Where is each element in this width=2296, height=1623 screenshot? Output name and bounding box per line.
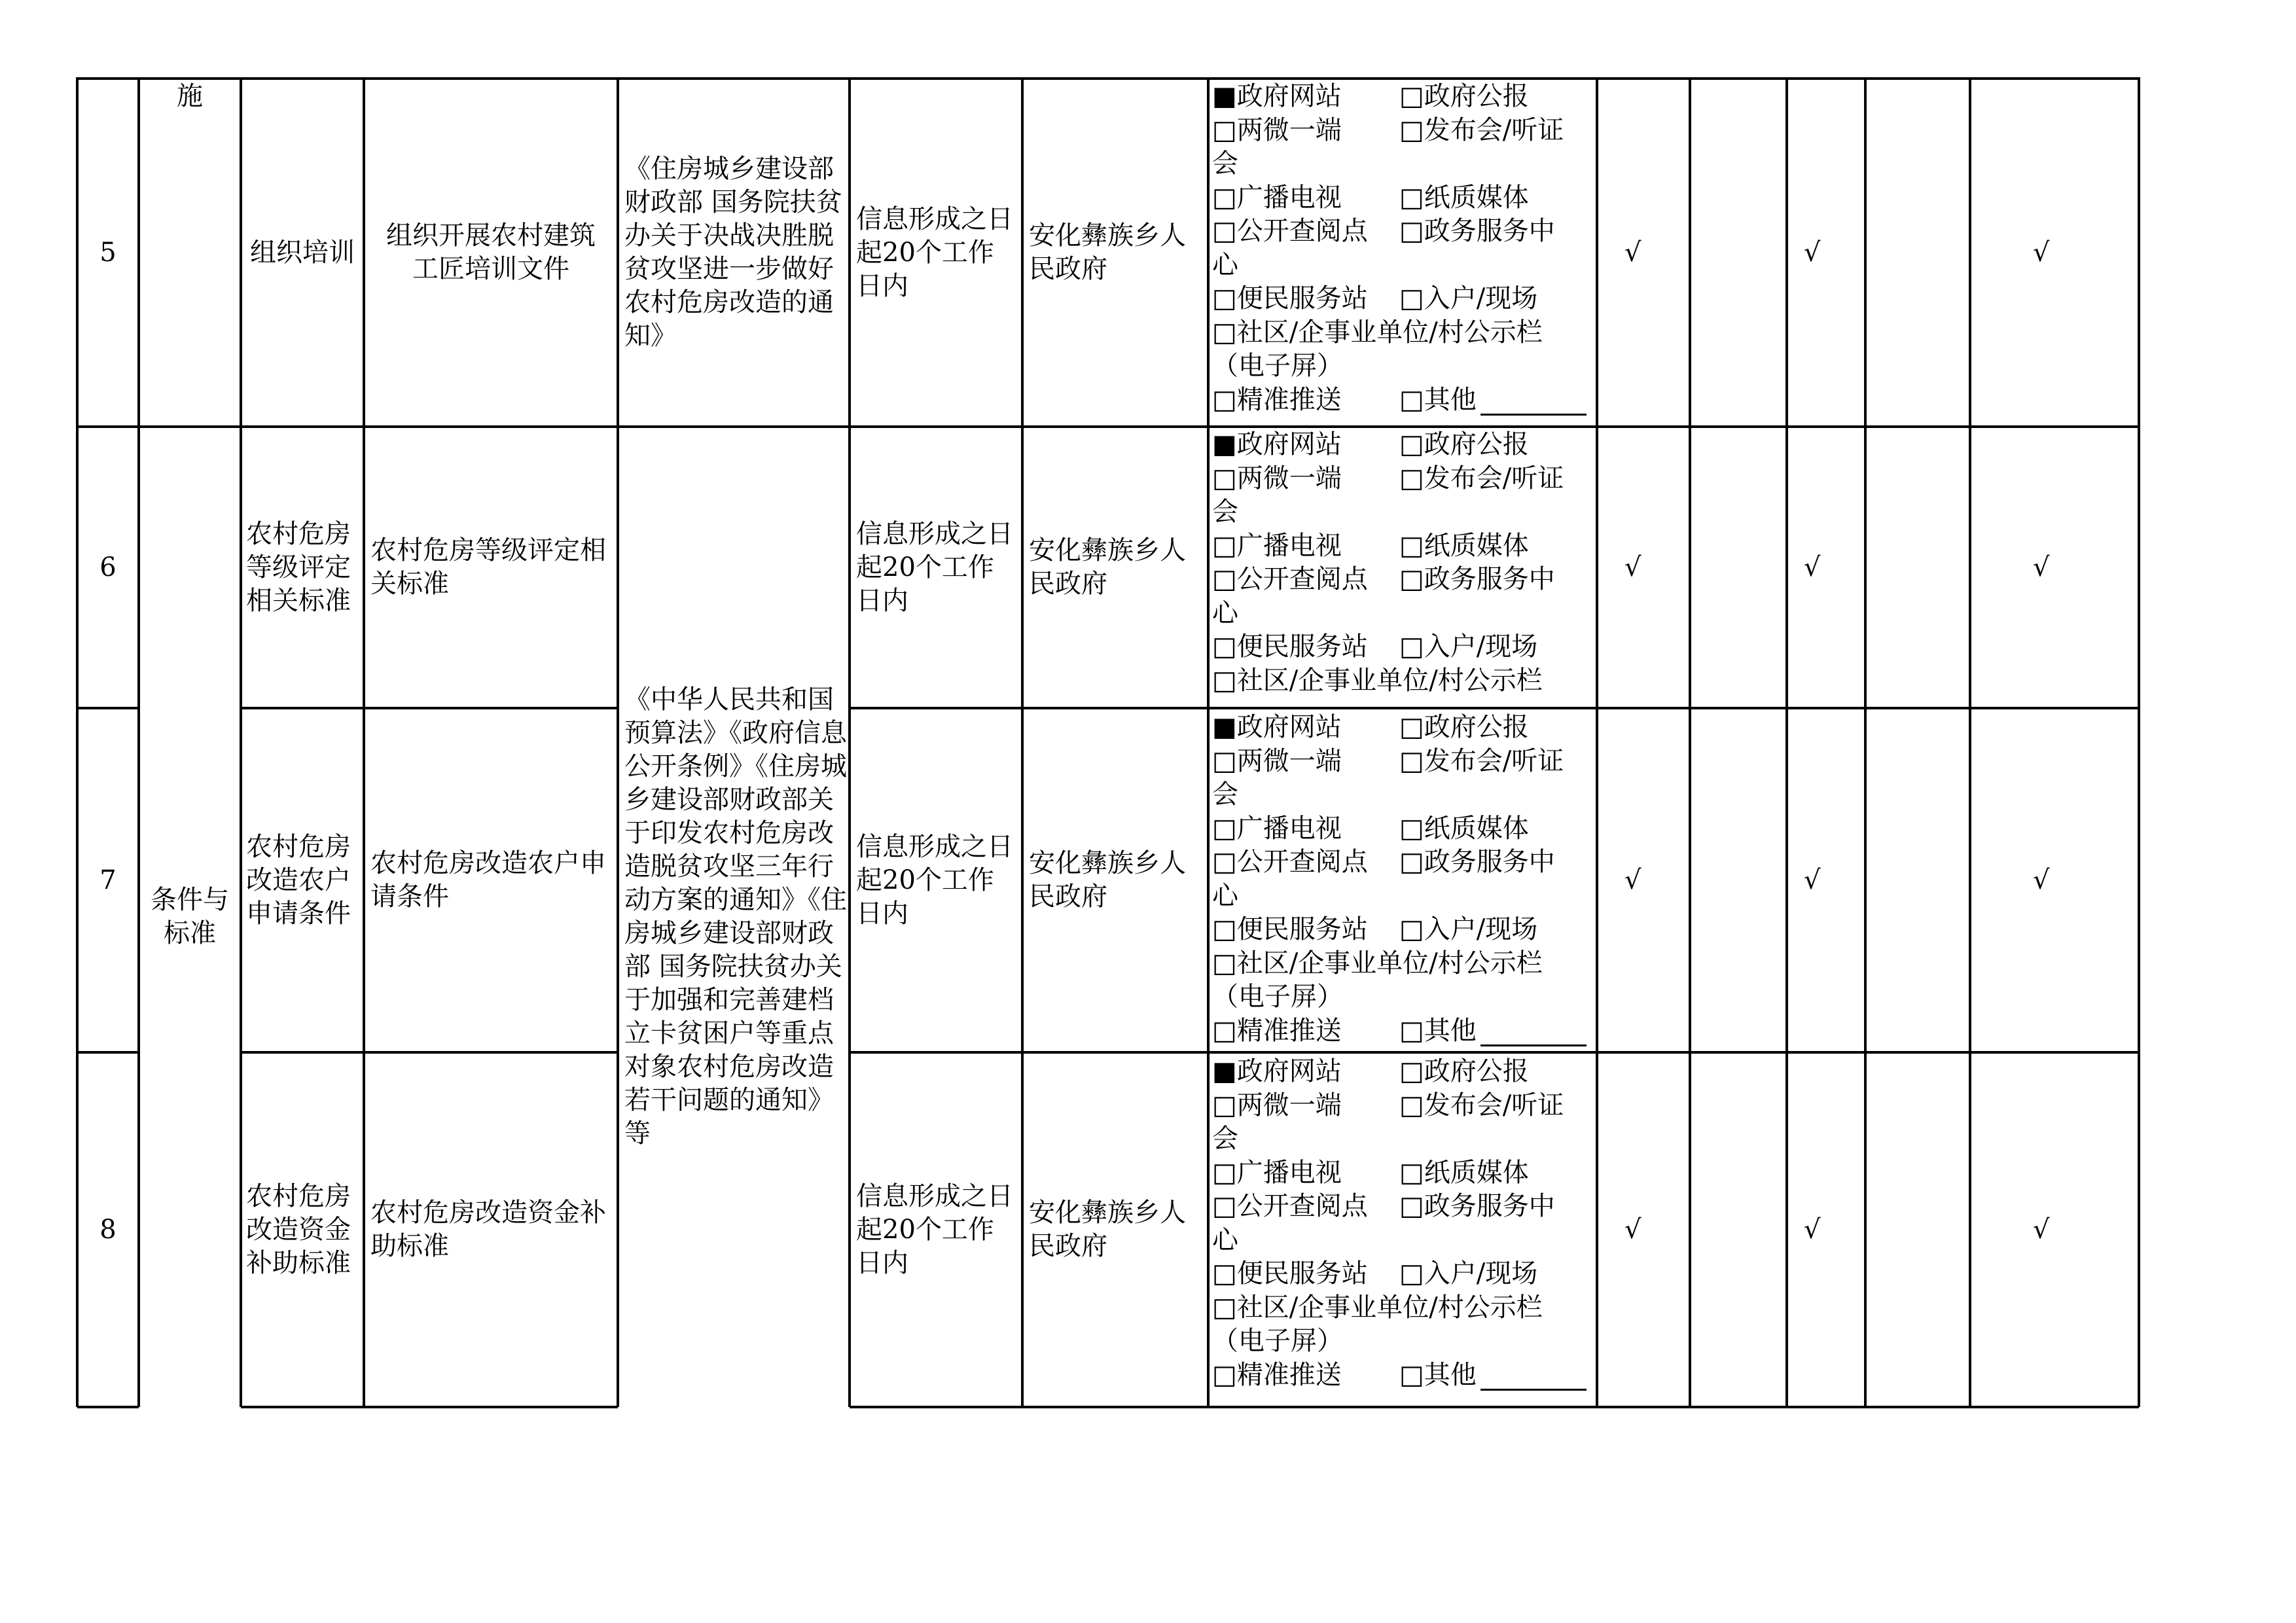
row-6-subject: 安化彝族乡人民政府 [1029,535,1186,599]
grid-line [241,707,618,709]
channel-option: 会 [1212,149,1238,179]
channel-option: □便民服务站 [1212,1258,1368,1289]
channel-option: □入户/现场 [1399,914,1538,944]
channel-option: □便民服务站 [1212,632,1368,662]
basis-merged-6-8: 《中华人民共和国预算法》《政府信息公开条例》《住房城乡建设部财政部关于印发农村危房改造脱贫攻坚三年行动方案的通知》《住房城乡建设部财政部 国务院扶贫办关于加强和完善建档立卡贫困户等重点对象农村危房改造若干问题的通知》等 [624,685,847,1149]
grid-line [76,77,79,1407]
channel-option: □发布会/听证 [1399,115,1564,145]
channel-option: □发布会/听证 [1399,745,1564,776]
row-8-subject: 安化彝族乡人民政府 [1029,1198,1186,1261]
row-5-number: 5 [99,237,117,268]
grid-line [1689,77,1691,1407]
category-merged-6-8: 条件与标准 [151,885,229,948]
channel-option: □政务服务中 [1399,1191,1555,1221]
channel-option: □入户/现场 [1399,283,1538,313]
row-6-number: 6 [99,552,117,582]
row-8-content: 农村危房改造资金补助标准 [370,1198,606,1261]
channel-option: □纸质媒体 [1399,182,1529,213]
grid-line [241,1406,618,1408]
check-mark: √ [1804,552,1821,582]
channel-option: □精准推送 [1212,1359,1342,1390]
channel-option: □两微一端 [1212,115,1342,145]
row-7-content: 农村危房改造农户申请条件 [370,848,606,912]
channel-option: □纸质媒体 [1399,530,1529,561]
channel-option: □政务服务中 [1399,847,1555,877]
channel-option: （电子屏） [1212,982,1343,1012]
row-5-content: 组织开展农村建筑工匠培训文件 [386,221,596,284]
grid-line [1021,77,1024,1407]
grid-line [77,707,139,709]
channel-option: □两微一端 [1212,745,1342,776]
channel-option: □广播电视 [1212,182,1342,213]
check-mark: √ [1804,1215,1821,1245]
row-5-basis: 《住房城乡建设部财政部 国务院扶贫办关于决战决胜脱贫攻坚进一步做好农村危房改造的通知》 [624,154,842,351]
grid-line [241,425,618,428]
channel-option: 会 [1212,497,1238,527]
grid-line [2138,77,2140,1407]
row-6-item: 农村危房等级评定相关标准 [246,518,351,616]
other-blank-line [1480,1389,1587,1391]
check-mark: √ [1804,865,1821,895]
grid-line [363,77,365,1407]
channel-option: □其他 [1399,1015,1477,1046]
grid-line [139,425,241,428]
channel-option: □公开查阅点 [1212,564,1368,594]
check-mark: √ [2033,238,2050,268]
check-mark: √ [1804,238,1821,268]
channel-option: （电子屏） [1212,351,1343,381]
channel-option: 心 [1212,249,1238,280]
grid-line [241,1051,618,1054]
row-5-item: 组织培训 [250,237,355,268]
channel-option: □精准推送 [1212,384,1342,415]
grid-line [850,1051,2139,1054]
channel-option: □入户/现场 [1399,1258,1538,1289]
channel-option: □广播电视 [1212,1157,1342,1188]
channel-option: □社区/企事业单位/村公示栏 [1212,1292,1543,1323]
channel-option: □政务服务中 [1399,564,1555,594]
channel-option: □便民服务站 [1212,914,1368,944]
channel-option: ■政府网站 [1212,1056,1342,1086]
channel-option: □政府公报 [1399,81,1529,111]
grid-line [240,77,242,1407]
grid-line [77,77,2139,80]
grid-line [1969,77,1971,1407]
grid-line [850,425,2139,428]
channel-option: □广播电视 [1212,813,1342,844]
row-7-subject: 安化彝族乡人民政府 [1029,848,1186,912]
channel-option: □政府公报 [1399,429,1529,459]
grid-line [77,1051,139,1054]
other-blank-line [1480,414,1587,416]
channel-option: □广播电视 [1212,530,1342,561]
channel-option: □公开查阅点 [1212,216,1368,246]
row-6-content: 农村危房等级评定相关标准 [370,535,606,599]
channel-option: 会 [1212,779,1238,810]
channel-option: □两微一端 [1212,1090,1342,1120]
channel-option: □政府公报 [1399,1056,1529,1086]
row-5-subject: 安化彝族乡人民政府 [1029,221,1186,284]
grid-line [77,1406,139,1408]
row-7-item: 农村危房改造农户申请条件 [246,831,351,929]
channel-option: （电子屏） [1212,1326,1343,1356]
channel-option: ■政府网站 [1212,81,1342,111]
channel-option: □精准推送 [1212,1015,1342,1046]
channel-option: □公开查阅点 [1212,1191,1368,1221]
row-6-time-limit: 信息形成之日起20个工作日内 [856,518,1013,616]
grid-line [617,77,619,1407]
channel-option: □其他 [1399,1359,1477,1390]
channel-option: ■政府网站 [1212,429,1342,459]
channel-option: □社区/企事业单位/村公示栏 [1212,317,1543,348]
grid-line [848,77,851,1407]
channel-option: □纸质媒体 [1399,1157,1529,1188]
channel-option: ■政府网站 [1212,712,1342,742]
grid-line [618,425,850,428]
check-mark: √ [1624,1215,1641,1245]
row-5-category: 施 [177,81,203,111]
channel-option: □其他 [1399,384,1477,415]
grid-line [850,1406,2139,1408]
channel-option: □社区/企事业单位/村公示栏 [1212,948,1543,978]
row-8-number: 8 [99,1214,117,1245]
other-blank-line [1480,1044,1587,1046]
row-8-item: 农村危房改造资金补助标准 [246,1181,351,1278]
grid-line [1207,77,1210,1407]
check-mark: √ [1624,865,1641,895]
grid-line [137,77,140,1407]
grid-line [1596,77,1598,1407]
check-mark: √ [2033,552,2050,582]
check-mark: √ [2033,1215,2050,1245]
channel-option: □入户/现场 [1399,632,1538,662]
check-mark: √ [2033,865,2050,895]
channel-option: □便民服务站 [1212,283,1368,313]
channel-option: □发布会/听证 [1399,463,1564,493]
channel-option: □公开查阅点 [1212,847,1368,877]
grid-line [850,707,2139,709]
channel-option: □两微一端 [1212,463,1342,493]
check-mark: √ [1624,238,1641,268]
channel-option: □发布会/听证 [1399,1090,1564,1120]
channel-option: □政务服务中 [1399,216,1555,246]
row-7-time-limit: 信息形成之日起20个工作日内 [856,831,1013,929]
check-mark: √ [1624,552,1641,582]
channel-option: 心 [1212,1224,1238,1255]
row-7-number: 7 [99,865,117,895]
grid-line [1785,77,1788,1407]
channel-option: 心 [1212,597,1238,628]
channel-option: 心 [1212,880,1238,911]
grid-line [77,425,139,428]
row-5-time-limit: 信息形成之日起20个工作日内 [856,204,1013,301]
channel-option: □纸质媒体 [1399,813,1529,844]
grid-line [1864,77,1867,1407]
row-8-time-limit: 信息形成之日起20个工作日内 [856,1181,1013,1278]
channel-option: □政府公报 [1399,712,1529,742]
channel-option: □社区/企事业单位/村公示栏 [1212,665,1543,696]
channel-option: 会 [1212,1124,1238,1154]
